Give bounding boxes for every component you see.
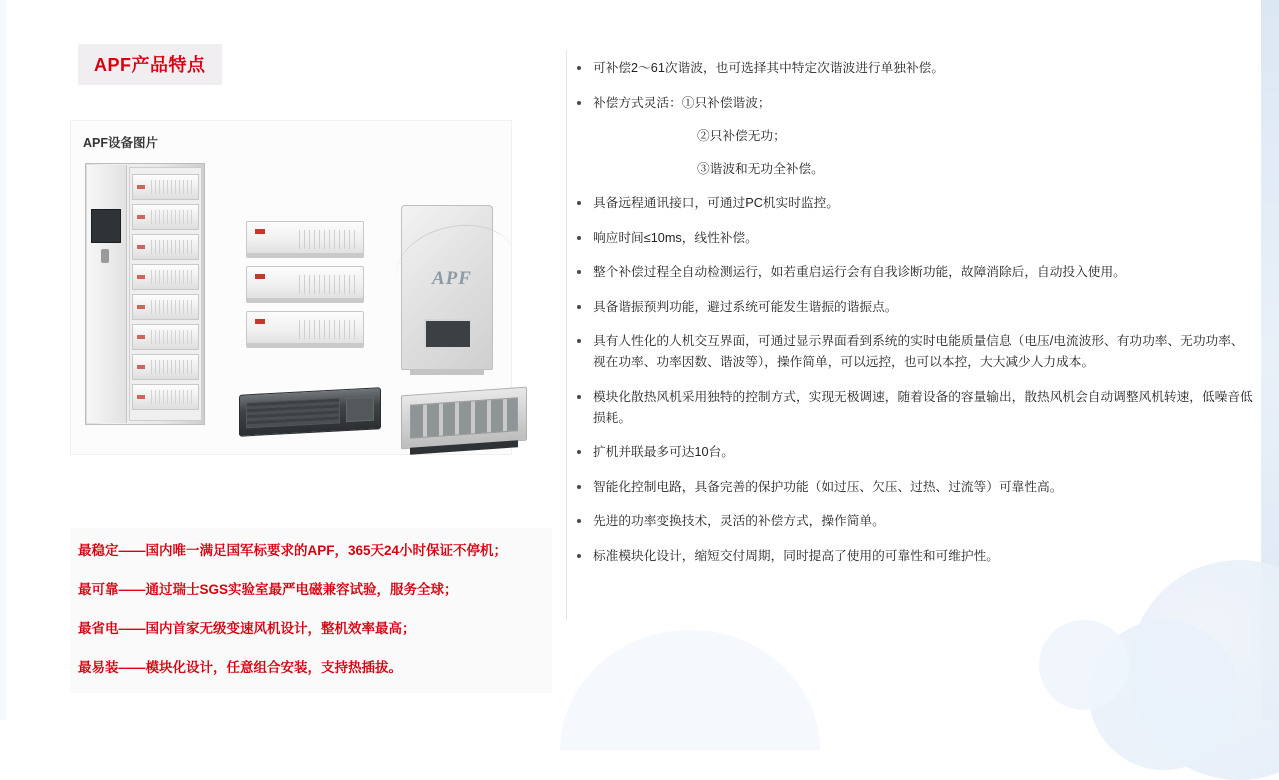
feature-text: 具有人性化的人机交互界面，可通过显示界面看到系统的实时电能质量信息（电压/电流波形、有功功率、无功功率、视在功率、功率因数、谐波等），操作简单，可以远控，也可以本控，大大减少人力成本。 bbox=[593, 334, 1244, 369]
list-item bbox=[567, 297, 1256, 318]
list-item bbox=[567, 228, 1256, 249]
left-decorative-band bbox=[0, 0, 6, 720]
highlights-panel bbox=[70, 528, 552, 693]
list-item: 最稳定——国内唯一满足国军标要求的APF，365天24小时保证不停机； bbox=[78, 543, 508, 558]
bullet-dot-icon bbox=[577, 395, 581, 399]
list-item bbox=[567, 193, 1256, 214]
bullet-dot-icon bbox=[577, 101, 581, 105]
list-item: 最易装——模块化设计，任意组合安装，支持热插拔。 bbox=[78, 660, 402, 675]
list-item bbox=[567, 262, 1256, 283]
bullet-dot-icon bbox=[577, 485, 581, 489]
feature-text: 响应时间≤10ms，线性补偿。 bbox=[593, 230, 758, 245]
slide-title-tag bbox=[78, 44, 222, 85]
background-blob-shape bbox=[560, 630, 820, 750]
bullet-dot-icon bbox=[577, 201, 581, 205]
module-stack-icon bbox=[246, 221, 364, 349]
feature-text: 补偿方式灵活：①只补偿谐波； bbox=[593, 95, 771, 110]
bullet-dot-icon bbox=[577, 236, 581, 240]
list-item bbox=[567, 387, 1256, 429]
cabinet-icon bbox=[85, 163, 205, 425]
wall-mounted-apf-icon: APF bbox=[401, 205, 493, 370]
feature-text: 标准模块化设计，缩短交付周期，同时提高了使用的可靠性和可维护性。 bbox=[593, 548, 999, 563]
feature-subline: ③谐波和无功全补偿。 bbox=[697, 161, 824, 176]
list-item bbox=[567, 442, 1256, 463]
feature-text: 具备谐振预判功能，避过系统可能发生谐振的谐振点。 bbox=[593, 299, 898, 314]
bullet-dot-icon bbox=[577, 339, 581, 343]
list-item bbox=[567, 511, 1256, 532]
bullet-dot-icon bbox=[577, 554, 581, 558]
highlights-list bbox=[70, 528, 552, 677]
device-illustration-group bbox=[71, 153, 513, 453]
feature-subline: ②只补偿无功； bbox=[697, 128, 786, 143]
list-item: 最省电——国内首家无级变速风机设计，整机效率最高； bbox=[78, 621, 416, 636]
feature-list bbox=[567, 50, 1256, 567]
feature-text: 具备远程通讯接口，可通过PC机实时监控。 bbox=[593, 196, 839, 210]
feature-text: 先进的功率变换技术，灵活的补偿方式，操作简单。 bbox=[593, 514, 885, 528]
page-title: APF产品特点 bbox=[94, 55, 206, 75]
feature-list-panel bbox=[566, 50, 1256, 620]
list-item bbox=[567, 546, 1256, 567]
bullet-dot-icon bbox=[577, 519, 581, 523]
feature-text: 扩机并联最多可达10台。 bbox=[593, 445, 734, 459]
bullet-dot-icon bbox=[577, 66, 581, 70]
list-item bbox=[567, 331, 1256, 373]
rack-module-icon bbox=[401, 387, 527, 450]
feature-text: 可补偿2～61次谐波，也可选择其中特定次谐波进行单独补偿。 bbox=[593, 61, 945, 75]
bullet-dot-icon bbox=[577, 270, 581, 274]
background-circle-small bbox=[1039, 620, 1129, 710]
feature-text: 模块化散热风机采用独特的控制方式，实现无极调速，随着设备的容量输出，散热风机会自动调整风机转速，低噪音低损耗。 bbox=[593, 389, 1253, 425]
apf-device-image-panel bbox=[70, 120, 512, 455]
list-item bbox=[567, 477, 1256, 498]
rack-server-icon bbox=[239, 387, 381, 436]
feature-text: 整个补偿过程全自动检测运行，如若重启运行会有自我诊断功能，故障消除后，自动投入使用。 bbox=[593, 265, 1126, 279]
image-panel-label: APF设备图片 bbox=[83, 136, 159, 150]
list-item bbox=[567, 58, 1256, 79]
feature-text: 智能化控制电路，具备完善的保护功能（如过压、欠压、过热、过流等）可靠性高。 bbox=[593, 479, 1063, 494]
list-item bbox=[567, 93, 1256, 180]
bullet-dot-icon bbox=[577, 450, 581, 454]
bullet-dot-icon bbox=[577, 305, 581, 309]
list-item: 最可靠——通过瑞士SGS实验室最严电磁兼容试验，服务全球； bbox=[78, 582, 458, 597]
